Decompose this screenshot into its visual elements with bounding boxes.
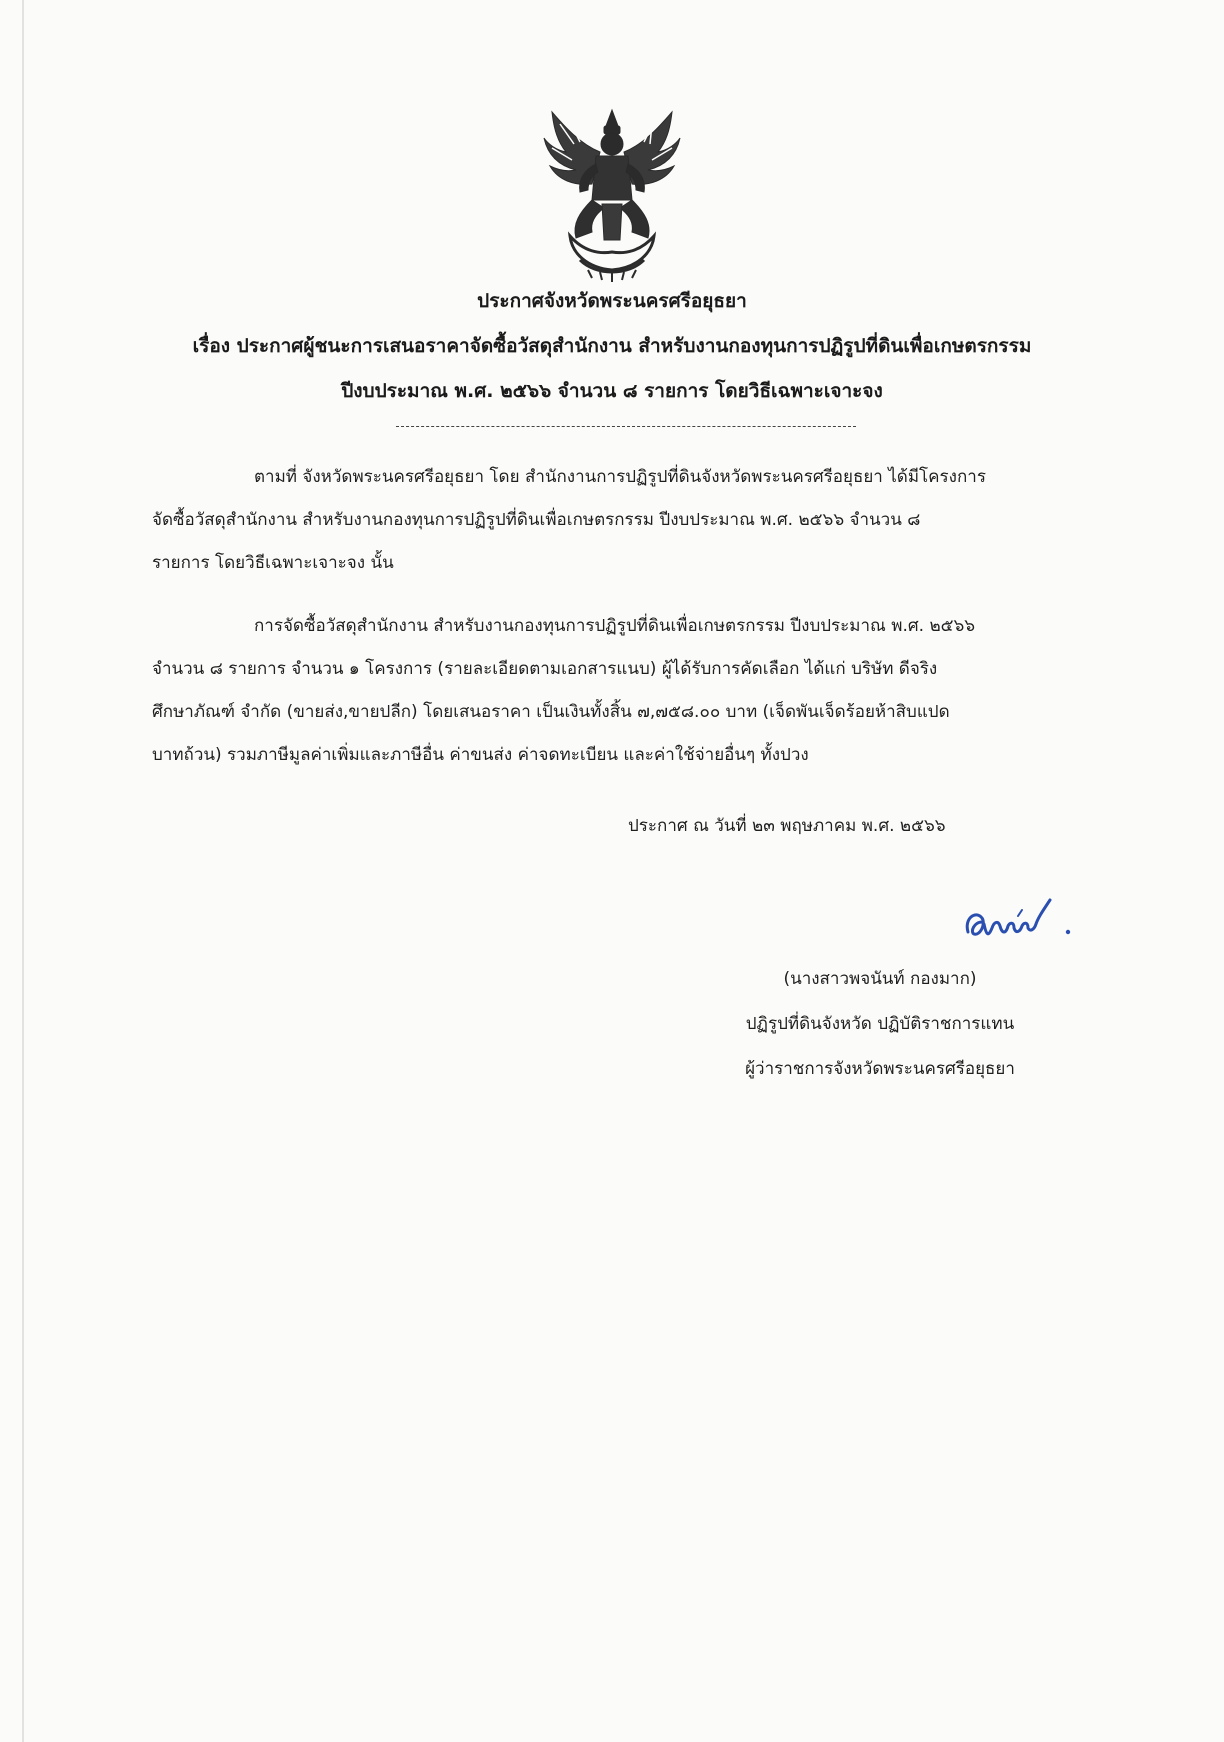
paragraph1-line2: จัดซื้อวัสดุสำนักงาน สำหรับงานกองทุนการปฏิรูปที่ดินเพื่อเกษตรกรรม ปีงบประมาณ พ.ศ. ๒๕๖๖ จำนวน ๘ — [152, 510, 921, 530]
announce-date: ประกาศ ณ วันที่ ๒๓ พฤษภาคม พ.ศ. ๒๕๖๖ — [628, 816, 946, 836]
paragraph2-line3: ศึกษาภัณฑ์ จำกัด (ขายส่ง,ขายปลีก) โดยเสนอราคา เป็นเงินทั้งสิ้น ๗,๗๕๘.๐๐ บาท (เจ็ดพันเจ็ดร้อยห้าสิบแปด — [152, 702, 950, 722]
signer-position-2: ผู้ว่าราชการจังหวัดพระนครศรีอยุธยา — [745, 1059, 1015, 1079]
paragraph2-line1: การจัดซื้อวัสดุสำนักงาน สำหรับงานกองทุนการปฏิรูปที่ดินเพื่อเกษตรกรรม ปีงบประมาณ พ.ศ. ๒๕๖๖ — [254, 616, 976, 636]
subject-line-2: ปีงบประมาณ พ.ศ. ๒๕๖๖ จำนวน ๘ รายการ โดยวิธีเฉพาะเจาะจง — [341, 380, 883, 402]
paragraph1-line1: ตามที่ จังหวัดพระนครศรีอยุธยา โดย สำนักงานการปฏิรูปที่ดินจังหวัดพระนครศรีอยุธยา ได้มีโครงการ — [254, 467, 986, 487]
scan-edge — [22, 0, 24, 1742]
handwritten-signature — [958, 888, 1088, 950]
paragraph1-line3: รายการ โดยวิธีเฉพาะเจาะจง นั้น — [152, 553, 394, 573]
announcement-title: ประกาศจังหวัดพระนครศรีอยุธยา — [477, 290, 747, 312]
garuda-emblem-icon — [540, 104, 684, 284]
signer-name: (นางสาวพจนันท์ กองมาก) — [783, 969, 977, 989]
paragraph2-line4: บาทถ้วน) รวมภาษีมูลค่าเพิ่มและภาษีอื่น ค่าขนส่ง ค่าจดทะเบียน และค่าใช้จ่ายอื่นๆ ทั้งปวง — [152, 745, 809, 765]
paragraph2-line2: จำนวน ๘ รายการ จำนวน ๑ โครงการ (รายละเอียดตามเอกสารแนบ) ผู้ได้รับการคัดเลือก ได้แก่ บริษัท ดีจริง — [152, 659, 938, 679]
divider-line — [396, 426, 856, 427]
signer-position-1: ปฏิรูปที่ดินจังหวัด ปฏิบัติราชการแทน — [745, 1014, 1015, 1034]
subject-line-1: เรื่อง ประกาศผู้ชนะการเสนอราคาจัดซื้อวัสดุสำนักงาน สำหรับงานกองทุนการปฏิรูปที่ดินเพื่อเกษตรกรรม — [192, 335, 1032, 357]
